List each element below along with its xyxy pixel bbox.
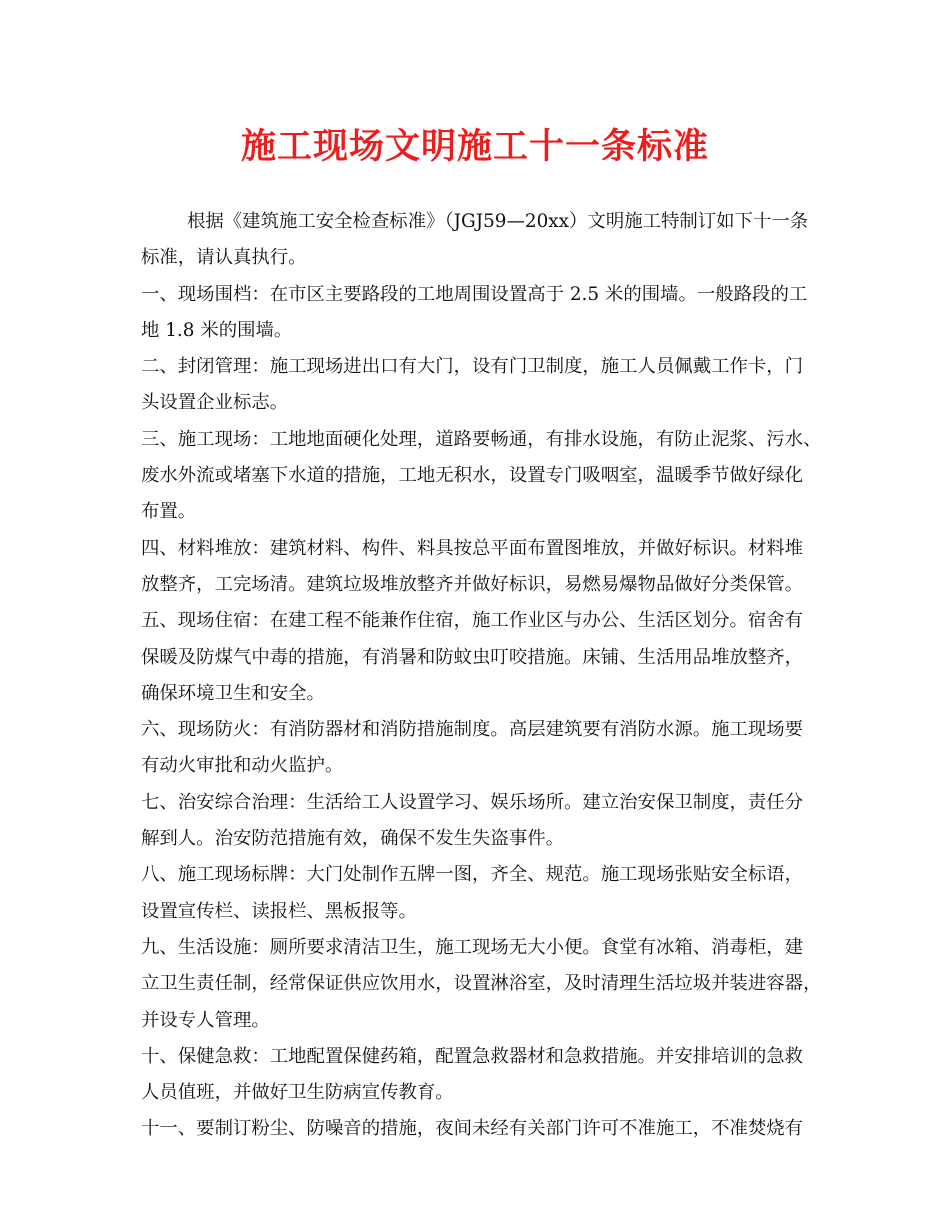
paragraph-line: 设置宣传栏、读报栏、黑板报等。	[141, 900, 417, 922]
document-body	[141, 204, 822, 1148]
paragraph-line: 十一、要制订粉尘、防噪音的措施，夜间未经有关部门许可不准施工，不准焚烧有	[141, 1118, 804, 1140]
paragraph-line: 八、施工现场标牌：大门处制作五牌一图，齐全、规范。施工现场张贴安全标语，	[141, 864, 804, 886]
paragraph-line: 废水外流或堵塞下水道的措施，工地无积水，设置专门吸咽室，温暖季节做好绿化	[141, 465, 804, 487]
paragraph-line: 标准，请认真执行。	[141, 247, 307, 269]
paragraph-line: 三、施工现场：工地地面硬化处理，道路要畅通，有排水设施，有防止泥浆、污水、	[141, 428, 822, 450]
paragraph-line: 六、现场防火：有消防器材和消防措施制度。高层建筑要有消防水源。施工现场要	[141, 719, 804, 741]
paragraph-line: 四、材料堆放：建筑材料、构件、料具按总平面布置图堆放，并做好标识。材料堆	[141, 537, 804, 559]
paragraph-line: 并设专人管理。	[141, 1009, 270, 1031]
paragraph-line: 保暖及防煤气中毒的措施，有消暑和防蚊虫叮咬措施。床铺、生活用品堆放整齐，	[141, 646, 804, 668]
paragraph-line: 确保环境卫生和安全。	[141, 682, 325, 704]
paragraph-line: 十、保健急救：工地配置保健药箱，配置急救器材和急救措施。并安排培训的急救	[141, 1045, 804, 1067]
paragraph-line: 布置。	[141, 501, 197, 523]
paragraph-line: 七、治安综合治理：生活给工人设置学习、娱乐场所。建立治安保卫制度，责任分	[141, 791, 804, 813]
paragraph-line: 头设置企业标志。	[141, 392, 289, 414]
paragraph-line: 立卫生责任制，经常保证供应饮用水，设置淋浴室，及时清理生活垃圾并装进容器，	[141, 973, 822, 995]
paragraph-line: 九、生活设施：厕所要求清洁卫生，施工现场无大小便。食堂有冰箱、消毒柜，建	[141, 936, 804, 958]
paragraph-line-intro: 根据《建筑施工安全检查标准》（JGJ59—20xx）文明施工特制订如下十一条	[187, 211, 809, 232]
paragraph-line: 人员值班，并做好卫生防病宣传教育。	[141, 1082, 454, 1104]
paragraph-line: 一、现场围档：在市区主要路段的工地周围设置高于 2.5 米的围墙。一般路段的工	[141, 283, 808, 305]
document-title: 施工现场文明施工十一条标准	[240, 126, 709, 167]
paragraph-line: 五、现场住宿：在建工程不能兼作住宿，施工作业区与办公、生活区划分。宿舍有	[141, 610, 804, 632]
paragraph-line: 地 1.8 米的围墙。	[141, 319, 293, 341]
paragraph-line: 二、封闭管理：施工现场进出口有大门，设有门卫制度，施工人员佩戴工作卡，门	[141, 356, 804, 378]
paragraph-line: 放整齐，工完场清。建筑垃圾堆放整齐并做好标识，易燃易爆物品做好分类保管。	[141, 573, 804, 595]
paragraph-line: 解到人。治安防范措施有效，确保不发生失盗事件。	[141, 828, 564, 850]
paragraph-line: 有动火审批和动火监护。	[141, 755, 344, 777]
